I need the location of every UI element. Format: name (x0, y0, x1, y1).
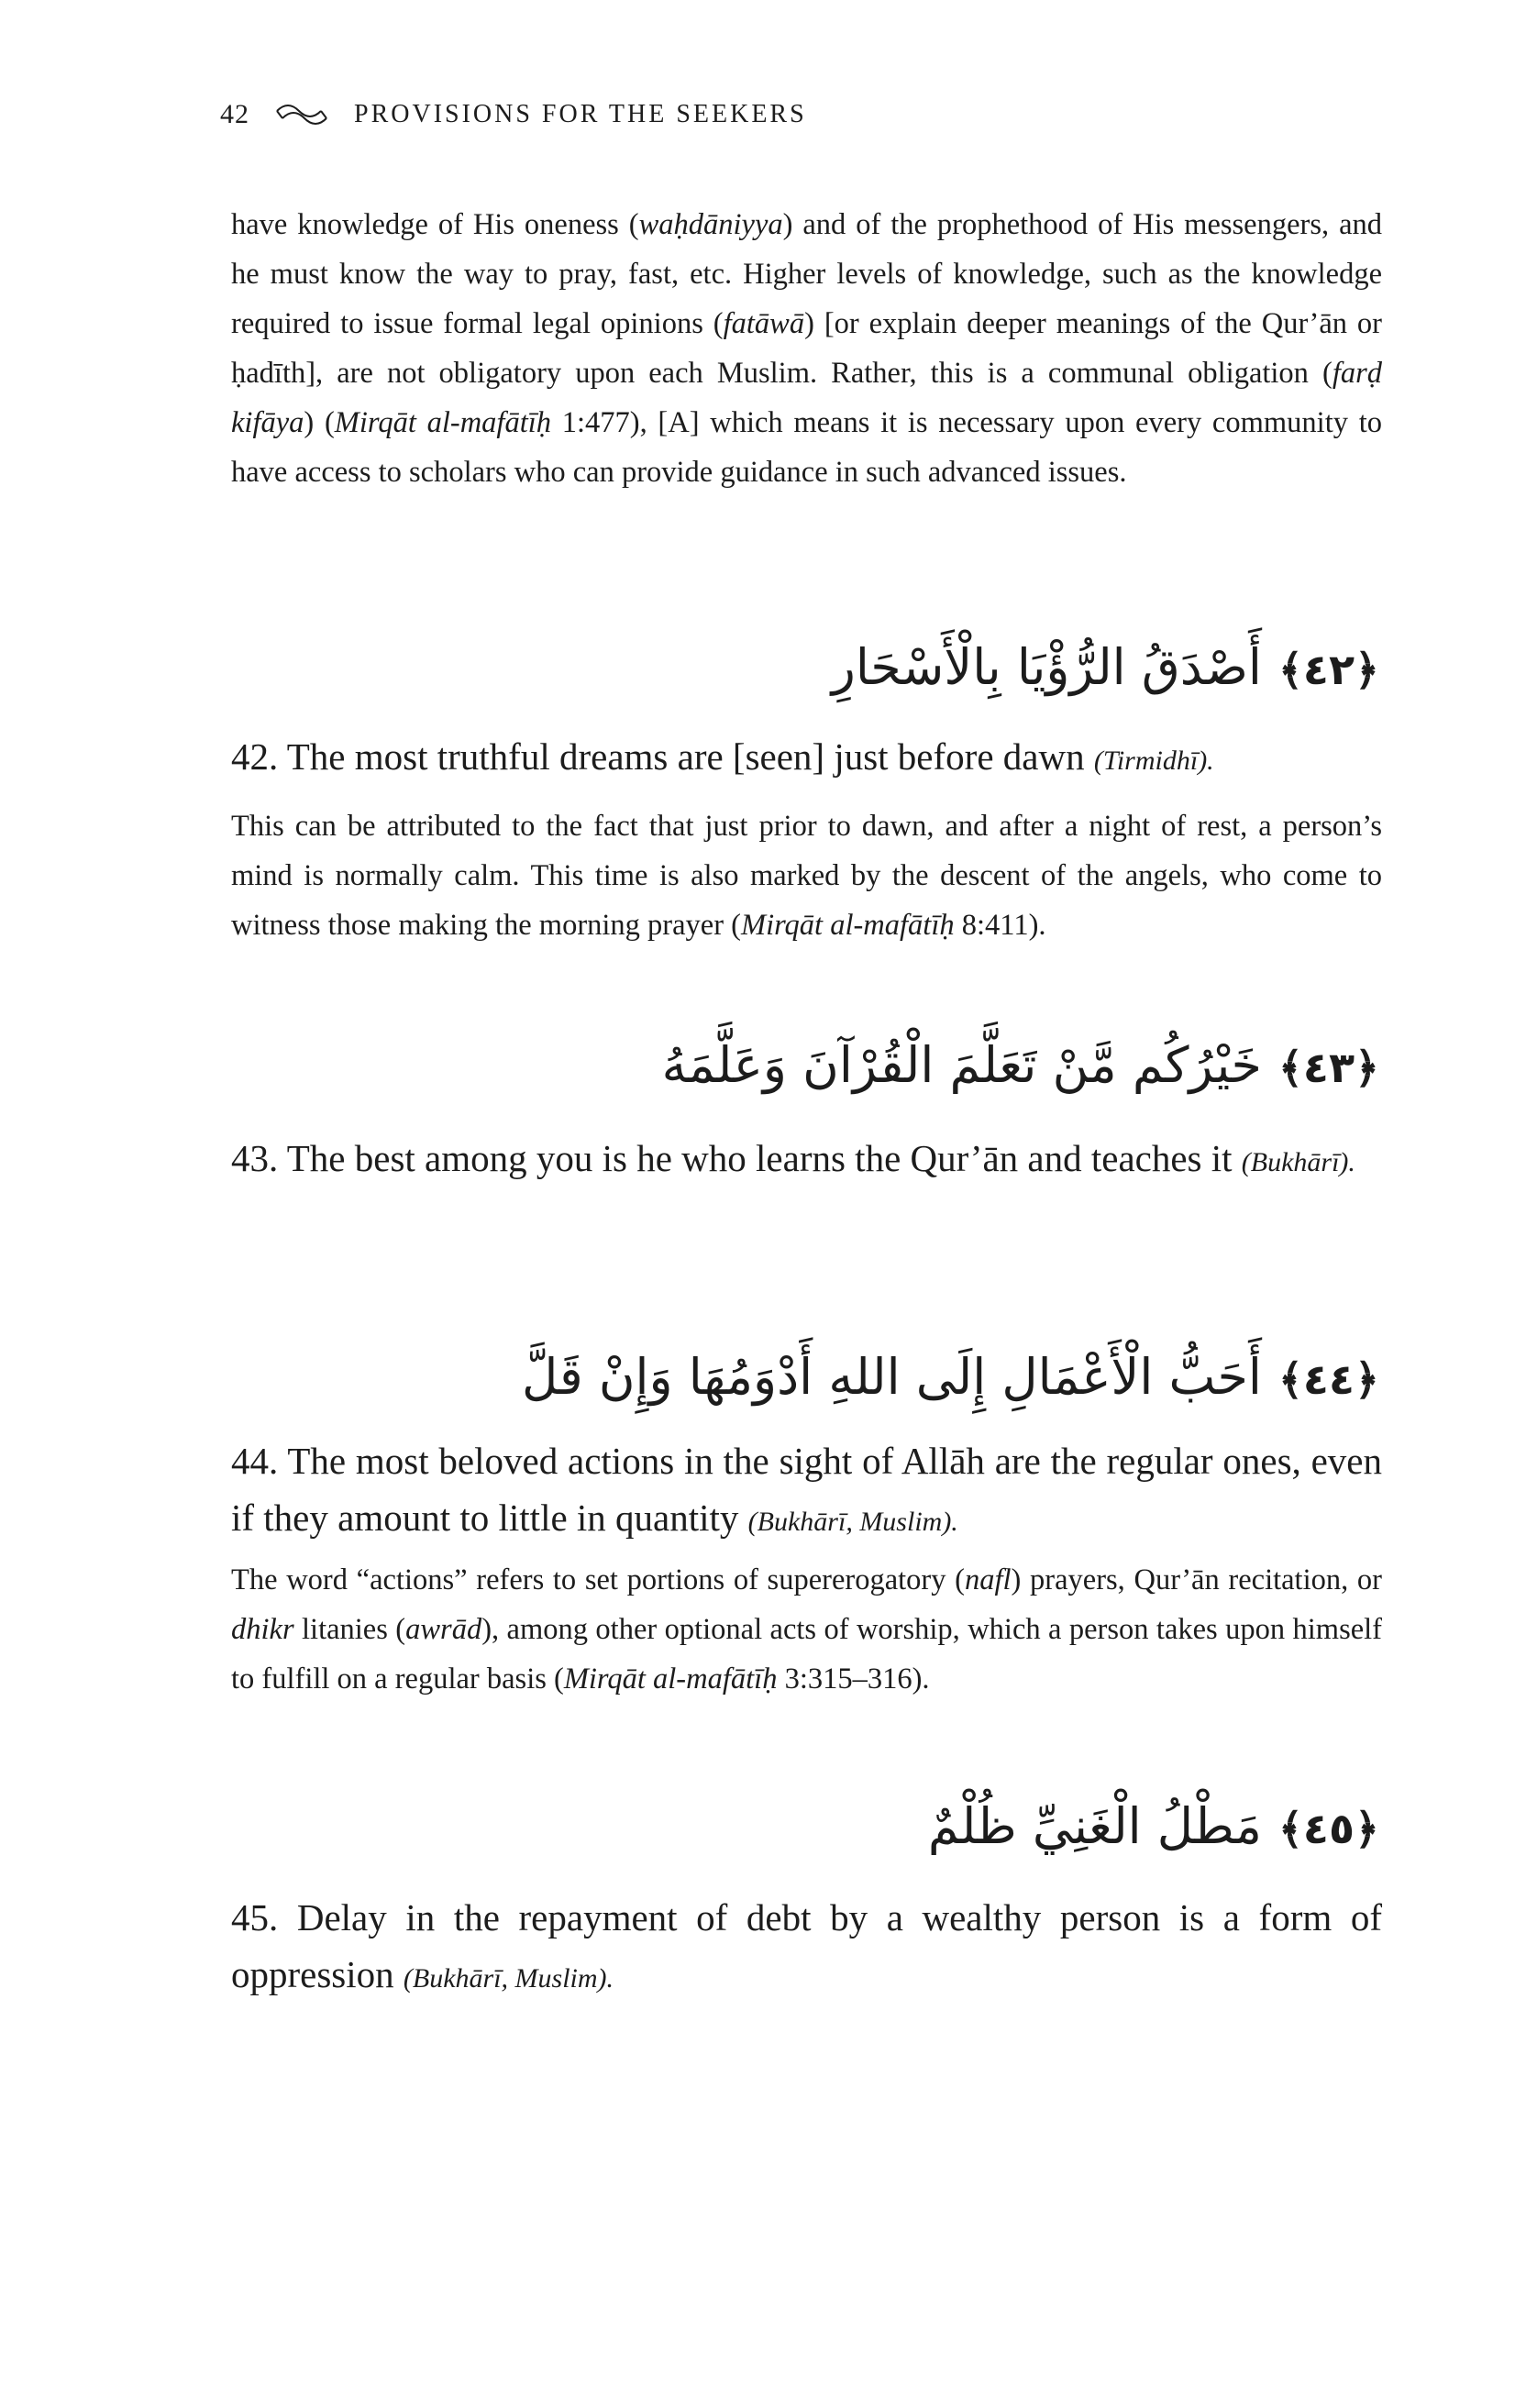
page-number: 42 (220, 99, 249, 129)
intro-paragraph: have knowledge of His oneness (waḥdāniyya) and of the prophethood of His messengers, and he must know the way to pray, fast, etc. Higher levels of knowledge, such as the knowledge required to issue formal legal opinions (fatāwā) [or explain deeper meanings of the Qur’ān or ḥadīth], are not obligatory upon each Muslim. Rather, this is a communal obligation (farḍ kifāya) (Mirqāt al-mafātīḥ 1:477), [A] which means it is necessary upon every community to have access to scholars who can provide guidance in such advanced issues. (231, 208, 1382, 489)
intro-paragraph-block (231, 200, 1382, 497)
running-title: PROVISIONS FOR THE SEEKERS (354, 100, 807, 128)
hadith-44-translation: 44. The most beloved actions in the sight of Allāh are the regular ones, even if they amount to little in quantity (Bukhārī, Muslim). (231, 1440, 1382, 1539)
hadith-43-translation: 43. The best among you is he who learns the Qur’ān and teaches it (Bukhārī). (231, 1137, 1355, 1179)
hadith-number-mark: ﴿٤٢﴾ (1277, 645, 1379, 694)
hadith-42-arabic: ﴿٤٢﴾أَصْدَقُ الرُّؤْيَا بِالْأَسْحَارِ (228, 631, 1379, 706)
tilde-scroll-icon (273, 102, 330, 127)
hadith-42 (231, 728, 1382, 790)
hadith-44-arabic: ﴿٤٤﴾أَحَبُّ الْأَعْمَالِ إِلَى اللهِ أَدْوَمُهَا وَإِنْ قَلَّ (228, 1341, 1379, 1416)
hadith-number-mark: ﴿٤٥﴾ (1277, 1804, 1379, 1853)
hadith-number-mark: ﴿٤٣﴾ (1277, 1043, 1379, 1092)
hadith-number-mark: ﴿٤٤﴾ (1277, 1354, 1379, 1404)
hadith-42-translation: 42. The most truthful dreams are [seen] just before dawn (Tirmidhī). (231, 735, 1214, 778)
hadith-42-commentary: This can be attributed to the fact that just prior to dawn, and after a night of rest, a person’s mind is normally calm. This time is also marked by the descent of the angels, who come to witness those making the morning prayer (Mirqāt al-mafātīḥ 8:411). (231, 810, 1382, 942)
hadith-43-arabic: ﴿٤٣﴾خَيْرُكُم مَّنْ تَعَلَّمَ الْقُرْآنَ وَعَلَّمَهُ (228, 1029, 1379, 1104)
hadith-source: (Bukhārī). (1241, 1147, 1355, 1177)
hadith-45 (231, 1889, 1382, 2007)
hadith-44 (231, 1432, 1382, 1551)
hadith-45-arabic: ﴿٤٥﴾مَطْلُ الْغَنِيِّ ظُلْمٌ (228, 1790, 1379, 1865)
hadith-43 (231, 1130, 1382, 1191)
hadith-source: (Bukhārī, Muslim). (747, 1507, 958, 1537)
hadith-source: (Bukhārī, Muslim). (403, 1963, 614, 1994)
hadith-source: (Tirmidhī). (1093, 746, 1214, 776)
hadith-45-translation: 45. Delay in the repayment of debt by a wealthy person is a form of oppression (Bukhārī, Muslim). (231, 1896, 1382, 1995)
running-header (220, 99, 1394, 130)
hadith-44-commentary: The word “actions” refers to set portions of supererogatory (nafl) prayers, Qur’ān recitation, or dhikr litanies (awrād), among other optional acts of worship, which a person takes upon himself to fulfill on a regular basis (Mirqāt al-mafātīḥ 3:315–316). (231, 1563, 1382, 1696)
